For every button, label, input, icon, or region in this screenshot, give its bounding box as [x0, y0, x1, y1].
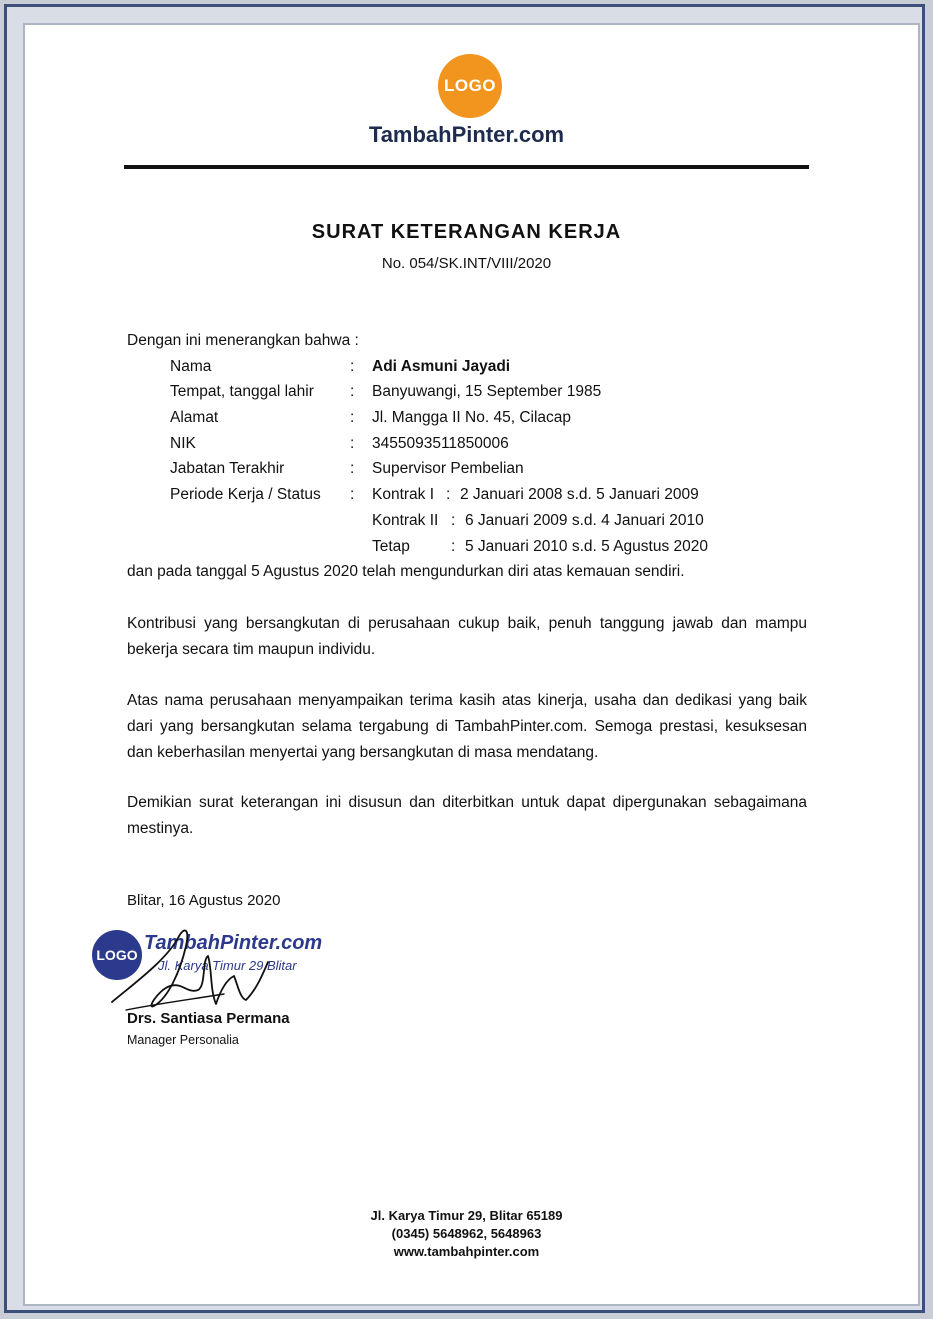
logo-text: LOGO [443, 76, 497, 95]
field-colon: : [350, 486, 355, 503]
signer-role: Manager Personalia [127, 1033, 239, 1047]
paragraph-contribution: Kontribusi yang bersangkutan di perusahaan cukup baik, penuh tanggung jawab dan mampu bekerja secara tim maupun individu. [127, 615, 807, 658]
field-value-alamat: Jl. Mangga II No. 45, Cilacap [372, 409, 572, 426]
field-label-alamat: Alamat [170, 409, 219, 426]
period-range: 6 Januari 2009 s.d. 4 Januari 2010 [465, 512, 704, 529]
letter-title: SURAT KETERANGAN KERJA [311, 221, 622, 243]
footer-phone: (0345) 5648962, 5648963 [391, 1226, 542, 1241]
field-label-nik: NIK [170, 435, 196, 452]
stamp-and-signature [88, 920, 348, 1020]
period-name: Kontrak II [372, 512, 439, 529]
period-colon: : [446, 486, 451, 503]
field-colon: : [350, 383, 355, 400]
footer-address: Jl. Karya Timur 29, Blitar 65189 [370, 1208, 563, 1223]
field-value-ttl: Banyuwangi, 15 September 1985 [372, 383, 602, 400]
field-value-nama: Adi Asmuni Jayadi [372, 358, 511, 375]
field-label-nama: Nama [170, 358, 212, 375]
stamp-logo-text: LOGO [96, 947, 138, 963]
logo-badge [438, 54, 502, 118]
period-range: 2 Januari 2008 s.d. 5 Januari 2009 [460, 486, 699, 503]
field-colon: : [350, 409, 355, 426]
field-value-nik: 3455093511850006 [372, 435, 509, 452]
field-colon: : [350, 358, 355, 375]
resign-statement: dan pada tanggal 5 Agustus 2020 telah mengundurkan diri atas kemauan sendiri. [127, 563, 685, 580]
field-colon: : [350, 435, 355, 452]
paragraph-closing: Demikian surat keterangan ini disusun dan diterbitkan untuk dapat dipergunakan sebagaimana mestinya. [127, 794, 807, 837]
header-divider [124, 165, 809, 169]
company-brand: TambahPinter.com [368, 122, 565, 147]
period-colon: : [451, 512, 456, 529]
period-name: Tetap [372, 538, 410, 555]
footer-website: www.tambahpinter.com [393, 1244, 540, 1259]
handwritten-signature [106, 920, 306, 1015]
field-label-ttl: Tempat, tanggal lahir [170, 383, 314, 400]
stamp-brand: TambahPinter.com [144, 932, 323, 954]
stamp-address: Jl. Karya Timur 29 Blitar [158, 958, 297, 973]
period-colon: : [451, 538, 456, 555]
field-label-periode: Periode Kerja / Status [170, 486, 321, 503]
intro-text: Dengan ini menerangkan bahwa : [127, 332, 359, 349]
field-label-jabatan: Jabatan Terakhir [170, 460, 285, 477]
signer-name: Drs. Santiasa Permana [127, 1010, 290, 1027]
period-name: Kontrak I [372, 486, 435, 503]
field-value-jabatan: Supervisor Pembelian [372, 460, 524, 477]
paragraph-thanks: Atas nama perusahaan menyampaikan terima kasih atas kinerja, usaha dan dedikasi yang baik dari yang bersangkutan selama tergabung di TambahPinter.com. Semoga prestasi, kesuksesan dan keberhasilan menyertai yang bersangkutan di masa mendatang. [127, 692, 807, 761]
period-range: 5 Januari 2010 s.d. 5 Agustus 2020 [465, 538, 709, 555]
letter-number: No. 054/SK.INT/VIII/2020 [381, 255, 552, 272]
field-colon: : [350, 460, 355, 477]
place-date: Blitar, 16 Agustus 2020 [127, 892, 281, 909]
